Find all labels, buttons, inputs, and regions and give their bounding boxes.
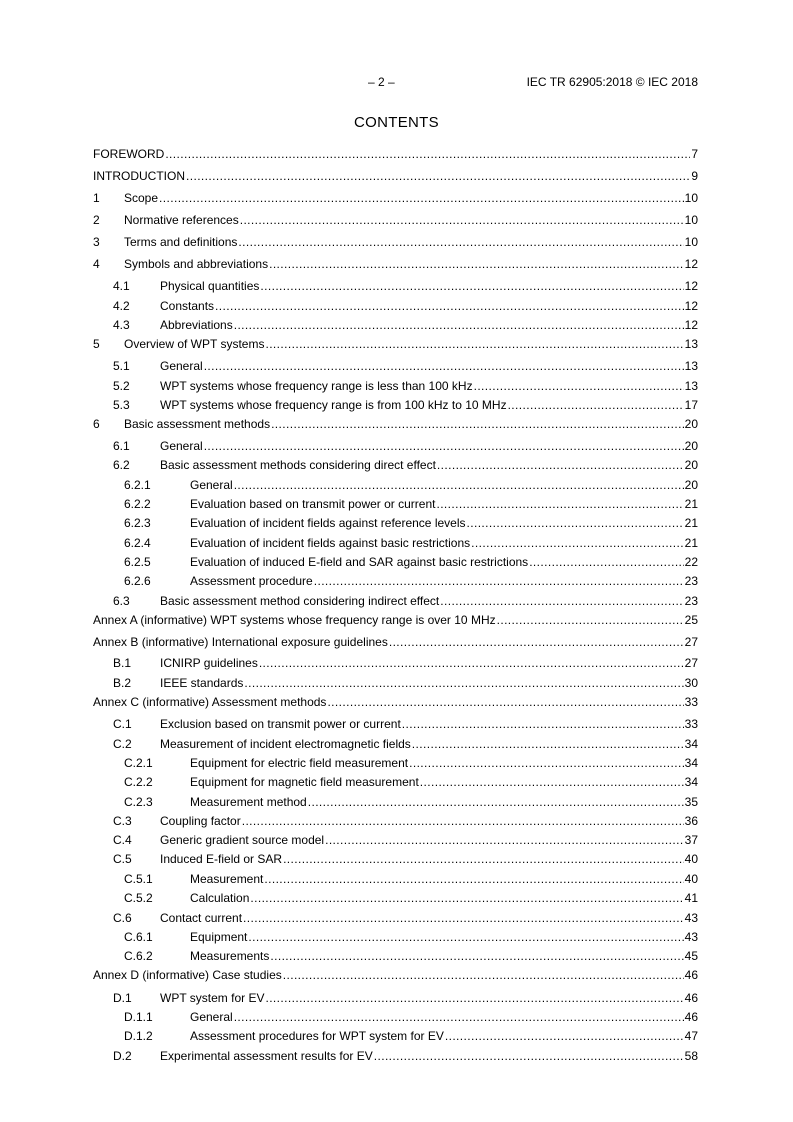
toc-section-number: 5.1 (113, 359, 130, 373)
toc-entry[interactable] (113, 298, 698, 314)
toc-section-number: 4.3 (113, 318, 130, 332)
toc-dot-leader (240, 212, 684, 228)
toc-dot-leader (437, 457, 684, 473)
toc-section-number: C.6.2 (124, 949, 153, 963)
toc-entry[interactable] (93, 256, 698, 272)
toc-entry[interactable] (124, 794, 698, 810)
toc-section-number: 5.2 (113, 379, 130, 393)
toc-page-number: 33 (684, 717, 698, 731)
toc-section-title: Evaluation based on transmit power or current (190, 497, 436, 511)
toc-entry[interactable] (113, 736, 698, 752)
page-title: CONTENTS (354, 114, 439, 131)
toc-page-number: 17 (684, 398, 698, 412)
toc-page-number: 20 (684, 417, 698, 431)
toc-entry[interactable] (93, 190, 698, 206)
toc-page-number: 20 (684, 458, 698, 472)
toc-entry[interactable] (93, 416, 698, 432)
toc-dot-leader (234, 477, 684, 493)
toc-dot-leader (243, 910, 684, 926)
toc-entry[interactable] (113, 813, 698, 829)
toc-entry[interactable] (93, 146, 698, 162)
toc-section-title: Calculation (190, 891, 250, 905)
toc-section-title: Basic assessment method considering indirect effect (160, 594, 440, 608)
toc-section-title: Coupling factor (160, 814, 241, 828)
toc-section-title: General (190, 478, 233, 492)
toc-section-number: 6.2.4 (124, 536, 151, 550)
toc-section-title: Terms and definitions (124, 235, 238, 249)
toc-dot-leader (265, 336, 683, 352)
toc-section-number: B.2 (113, 676, 132, 690)
toc-page-number: 10 (684, 191, 698, 205)
toc-page-number: 27 (684, 656, 698, 670)
toc-dot-leader (271, 416, 684, 432)
toc-section-number: 6.2.6 (124, 574, 151, 588)
toc-section-title: Symbols and abbreviations (124, 257, 269, 271)
toc-section-number: 6 (93, 417, 100, 431)
toc-page-number: 35 (684, 795, 698, 809)
toc-dot-leader (327, 694, 683, 710)
toc-dot-leader (440, 593, 683, 609)
toc-page-number: 12 (684, 279, 698, 293)
toc-dot-leader (308, 794, 684, 810)
toc-page-number: 23 (684, 594, 698, 608)
toc-dot-leader (467, 515, 684, 531)
toc-dot-leader (264, 871, 683, 887)
toc-section-number: 6.2.3 (124, 516, 151, 530)
toc-dot-leader (420, 774, 684, 790)
toc-page-number: 12 (684, 318, 698, 332)
toc-section-title: Evaluation of incident fields against reference levels (190, 516, 466, 530)
toc-section-title: IEEE standards (160, 676, 244, 690)
toc-entry[interactable] (124, 496, 698, 512)
toc-entry[interactable] (93, 694, 698, 710)
toc-entry[interactable] (124, 890, 698, 906)
toc-section-title: Measurements (190, 949, 270, 963)
toc-section-title: Experimental assessment results for EV (160, 1049, 373, 1063)
toc-dot-leader (244, 675, 683, 691)
toc-section-title: Annex D (informative) Case studies (93, 968, 282, 982)
toc-section-title: Measurement (190, 872, 264, 886)
toc-page-number: 13 (684, 359, 698, 373)
toc-section-number: D.1.1 (124, 1010, 153, 1024)
toc-entry[interactable] (113, 457, 698, 473)
toc-page-number: 10 (684, 213, 698, 227)
toc-page-number: 45 (684, 949, 698, 963)
toc-section-title: ICNIRP guidelines (160, 656, 258, 670)
toc-dot-leader (436, 496, 683, 512)
toc-section-number: C.5.2 (124, 891, 153, 905)
toc-entry[interactable] (124, 573, 698, 589)
toc-entry[interactable] (113, 438, 698, 454)
toc-dot-leader (165, 146, 690, 162)
toc-entry[interactable] (113, 655, 698, 671)
toc-entry[interactable] (124, 1009, 698, 1025)
toc-section-title: Generic gradient source model (160, 833, 325, 847)
toc-section-number: C.6 (113, 911, 132, 925)
toc-page-number: 40 (684, 852, 698, 866)
toc-section-title: Evaluation of incident fields against basic restrictions (190, 536, 471, 550)
toc-section-number: D.2 (113, 1049, 132, 1063)
toc-section-title: Normative references (124, 213, 239, 227)
toc-dot-leader (409, 755, 684, 771)
toc-entry[interactable] (113, 378, 698, 394)
toc-section-title: WPT systems whose frequency range is from 100 kHz to 10 MHz (160, 398, 507, 412)
toc-dot-leader (374, 1048, 684, 1064)
toc-dot-leader (474, 378, 684, 394)
toc-page-number: 20 (684, 478, 698, 492)
toc-page-number: 34 (684, 775, 698, 789)
toc-section-number: C.2.2 (124, 775, 153, 789)
toc-entry[interactable] (113, 593, 698, 609)
toc-section-number: C.4 (113, 833, 132, 847)
toc-section-title: Assessment procedure (190, 574, 313, 588)
toc-page-number: 21 (684, 497, 698, 511)
toc-entry[interactable] (124, 477, 698, 493)
toc-page-number: 23 (684, 574, 698, 588)
toc-section-title: Abbreviations (160, 318, 233, 332)
toc-page-number: 41 (684, 891, 698, 905)
toc-dot-leader (412, 736, 684, 752)
toc-page-number: 12 (684, 299, 698, 313)
toc-entry[interactable] (113, 832, 698, 848)
toc-section-title: Induced E-field or SAR (160, 852, 283, 866)
toc-dot-leader (215, 298, 684, 314)
toc-dot-leader (283, 851, 684, 867)
toc-section-title: FOREWORD (93, 147, 165, 161)
toc-section-number: D.1 (113, 991, 132, 1005)
toc-entry[interactable] (93, 234, 698, 250)
toc-entry[interactable] (113, 278, 698, 294)
toc-section-title: Contact current (160, 911, 243, 925)
toc-dot-leader (248, 929, 683, 945)
toc-section-title: Equipment for magnetic field measurement (190, 775, 419, 789)
toc-section-number: C.2.3 (124, 795, 153, 809)
toc-entry[interactable] (93, 634, 698, 650)
toc-section-title: Exclusion based on transmit power or current (160, 717, 401, 731)
toc-dot-leader (234, 1009, 684, 1025)
toc-entry[interactable] (93, 612, 698, 628)
toc-section-number: D.1.2 (124, 1029, 153, 1043)
toc-section-title: Equipment for electric field measurement (190, 756, 409, 770)
toc-entry[interactable] (113, 910, 698, 926)
toc-dot-leader (508, 397, 684, 413)
toc-page-number: 46 (684, 1010, 698, 1024)
toc-page-number: 10 (684, 235, 698, 249)
toc-dot-leader (250, 890, 683, 906)
toc-entry[interactable] (93, 168, 698, 184)
toc-page-number: 27 (684, 635, 698, 649)
toc-page-number: 12 (684, 257, 698, 271)
toc-section-title: Scope (124, 191, 159, 205)
toc-entry[interactable] (113, 1048, 698, 1064)
toc-section-title: Overview of WPT systems (124, 337, 265, 351)
toc-entry[interactable] (124, 554, 698, 570)
toc-entry[interactable] (93, 336, 698, 352)
toc-dot-leader (283, 967, 684, 983)
toc-entry[interactable] (113, 358, 698, 374)
toc-section-title: Annex B (informative) International exposure guidelines (93, 635, 388, 649)
toc-section-number: 2 (93, 213, 100, 227)
toc-section-title: Constants (160, 299, 215, 313)
toc-entry[interactable] (124, 774, 698, 790)
toc-entry[interactable] (113, 851, 698, 867)
toc-dot-leader (204, 358, 684, 374)
toc-page-number: 21 (684, 516, 698, 530)
toc-entry[interactable] (113, 397, 698, 413)
toc-section-number: C.5 (113, 852, 132, 866)
toc-section-title: Measurement of incident electromagnetic fields (160, 737, 411, 751)
toc-section-number: B.1 (113, 656, 132, 670)
toc-section-number: 6.1 (113, 439, 130, 453)
toc-section-title: Basic assessment methods considering direct effect (160, 458, 436, 472)
toc-page-number: 30 (684, 676, 698, 690)
toc-page-number: 25 (684, 613, 698, 627)
toc-section-title: Physical quantities (160, 279, 260, 293)
toc-dot-leader (269, 256, 684, 272)
toc-dot-leader (529, 554, 683, 570)
toc-section-number: C.2.1 (124, 756, 153, 770)
toc-page-number: 43 (684, 930, 698, 944)
toc-entry[interactable] (93, 967, 698, 983)
toc-entry[interactable] (93, 212, 698, 228)
toc-dot-leader (238, 234, 683, 250)
toc-entry[interactable] (124, 755, 698, 771)
toc-section-number: 5.3 (113, 398, 130, 412)
toc-section-title: General (160, 359, 203, 373)
toc-entry[interactable] (124, 1028, 698, 1044)
toc-entry[interactable] (124, 535, 698, 551)
toc-section-number: C.1 (113, 717, 132, 731)
toc-section-number: 4.2 (113, 299, 130, 313)
toc-section-number: C.5.1 (124, 872, 153, 886)
toc-section-title: Assessment procedures for WPT system for EV (190, 1029, 444, 1043)
toc-section-title: WPT system for EV (160, 991, 265, 1005)
toc-page-number: 13 (684, 379, 698, 393)
toc-section-title: Basic assessment methods (124, 417, 271, 431)
toc-section-number: 6.2 (113, 458, 130, 472)
page-number: – 2 – (368, 75, 395, 89)
toc-page-number: 58 (684, 1049, 698, 1063)
toc-section-number: 1 (93, 191, 100, 205)
toc-dot-leader (260, 278, 683, 294)
toc-dot-leader (445, 1028, 684, 1044)
toc-page-number: 46 (684, 968, 698, 982)
toc-section-title: INTRODUCTION (93, 169, 185, 183)
toc-entry[interactable] (113, 990, 698, 1006)
toc-section-title: Measurement method (190, 795, 307, 809)
toc-entry[interactable] (113, 716, 698, 732)
toc-section-title: General (160, 439, 203, 453)
toc-dot-leader (314, 573, 684, 589)
toc-section-number: 6.2.2 (124, 497, 151, 511)
toc-page-number: 7 (691, 147, 698, 161)
toc-section-title: General (190, 1010, 233, 1024)
toc-page-number: 22 (684, 555, 698, 569)
toc-page-number: 46 (684, 991, 698, 1005)
toc-section-title: Annex C (informative) Assessment methods (93, 695, 327, 709)
toc-dot-leader (186, 168, 690, 184)
toc-dot-leader (402, 716, 684, 732)
toc-page-number: 21 (684, 536, 698, 550)
toc-page-number: 20 (684, 439, 698, 453)
toc-dot-leader (389, 634, 684, 650)
toc-dot-leader (259, 655, 684, 671)
toc-section-number: 4.1 (113, 279, 130, 293)
toc-section-title: Evaluation of induced E-field and SAR against basic restrictions (190, 555, 529, 569)
toc-page-number: 34 (684, 756, 698, 770)
toc-page-number: 43 (684, 911, 698, 925)
toc-page-number: 36 (684, 814, 698, 828)
toc-section-number: 6.3 (113, 594, 130, 608)
toc-section-number: C.6.1 (124, 930, 153, 944)
toc-dot-leader (270, 948, 683, 964)
toc-section-number: 6.2.5 (124, 555, 151, 569)
toc-section-number: 6.2.1 (124, 478, 151, 492)
toc-dot-leader (159, 190, 684, 206)
toc-dot-leader (497, 612, 684, 628)
toc-page-number: 40 (684, 872, 698, 886)
toc-dot-leader (204, 438, 684, 454)
toc-page-number: 9 (691, 169, 698, 183)
toc-section-title: WPT systems whose frequency range is less than 100 kHz (160, 379, 473, 393)
toc-dot-leader (265, 990, 683, 1006)
toc-entry[interactable] (113, 317, 698, 333)
toc-page-number: 13 (684, 337, 698, 351)
toc-entry[interactable] (124, 929, 698, 945)
toc-section-number: C.3 (113, 814, 132, 828)
toc-page-number: 34 (684, 737, 698, 751)
toc-section-title: Equipment (190, 930, 248, 944)
document-reference: IEC TR 62905:2018 © IEC 2018 (526, 75, 698, 89)
toc-section-number: C.2 (113, 737, 132, 751)
toc-page-number: 37 (684, 833, 698, 847)
toc-section-number: 4 (93, 257, 100, 271)
toc-section-number: 5 (93, 337, 100, 351)
toc-section-number: 3 (93, 235, 100, 249)
toc-dot-leader (471, 535, 683, 551)
toc-entry[interactable] (124, 948, 698, 964)
toc-dot-leader (242, 813, 684, 829)
toc-entry[interactable] (113, 675, 698, 691)
toc-entry[interactable] (124, 515, 698, 531)
toc-page-number: 47 (684, 1029, 698, 1043)
toc-dot-leader (325, 832, 684, 848)
toc-page-number: 33 (684, 695, 698, 709)
toc-section-title: Annex A (informative) WPT systems whose frequency range is over 10 MHz (93, 613, 496, 627)
toc-dot-leader (234, 317, 684, 333)
toc-entry[interactable] (124, 871, 698, 887)
